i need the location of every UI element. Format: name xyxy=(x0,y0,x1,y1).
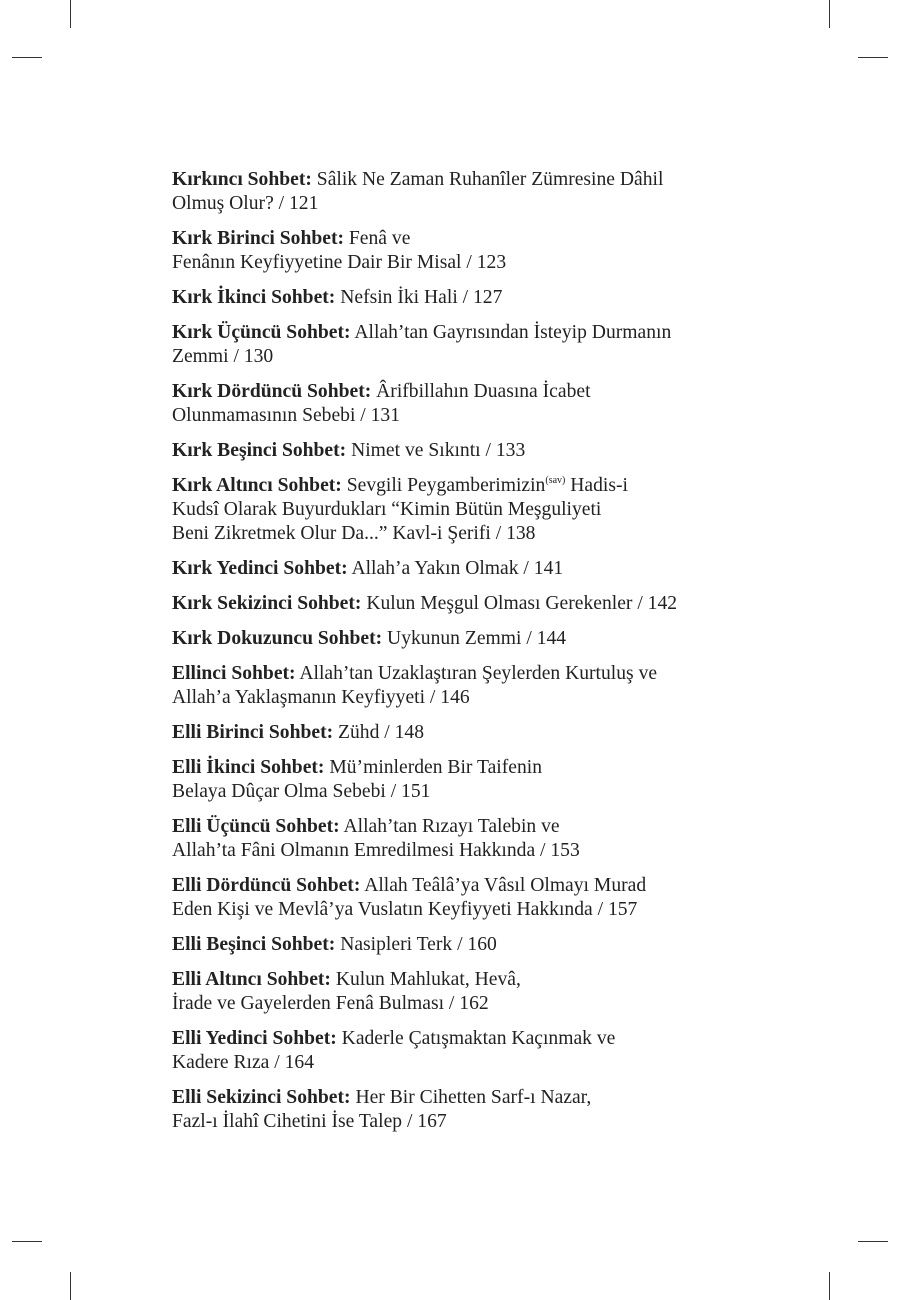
toc-entry-text: Sevgili Peygamberimizin xyxy=(341,475,546,496)
crop-mark xyxy=(70,1272,71,1300)
toc-entry-label: Kırk İkinci Sohbet: xyxy=(172,287,336,308)
toc-entry xyxy=(172,874,742,922)
toc-entry-label: Kırk Dördüncü Sohbet: xyxy=(172,381,372,402)
superscript-note: (sav) xyxy=(545,475,566,486)
toc-entry-text: Kulun Mahlukat, Hevâ, xyxy=(330,969,521,990)
toc-entry-label: Kırk Birinci Sohbet: xyxy=(172,228,345,249)
crop-mark xyxy=(829,0,830,28)
toc-entry xyxy=(172,721,742,745)
toc-entry-label: Elli Beşinci Sohbet: xyxy=(172,934,336,955)
crop-mark xyxy=(12,1241,42,1242)
toc-entry xyxy=(172,380,742,428)
crop-mark xyxy=(12,57,42,58)
crop-mark xyxy=(829,1272,830,1300)
toc-entry xyxy=(172,321,742,369)
toc-entry-line: Olunmamasının Sebebi / 131 xyxy=(172,405,401,426)
toc-entry xyxy=(172,592,742,616)
toc-entry-text: Nimet ve Sıkıntı / 133 xyxy=(346,440,526,461)
toc-entry xyxy=(172,662,742,710)
toc-entry-text: Nefsin İki Hali / 127 xyxy=(335,287,503,308)
toc-entry-label: Kırk Beşinci Sohbet: xyxy=(172,440,347,461)
toc-entry-label: Elli Altıncı Sohbet: xyxy=(172,969,331,990)
toc-entry-text: Uykunun Zemmi / 144 xyxy=(382,628,567,649)
toc-entry-line: Kudsî Olarak Buyurdukları “Kimin Bütün Meşguliyeti xyxy=(172,499,602,520)
toc-entry xyxy=(172,227,742,275)
toc-entry-label: Ellinci Sohbet: xyxy=(172,663,296,684)
toc-entry-line: Belaya Dûçar Olma Sebebi / 151 xyxy=(172,781,431,802)
toc-entry-text: Fenâ ve xyxy=(344,228,411,249)
toc-entry-text: Nasipleri Terk / 160 xyxy=(335,934,497,955)
toc-entry-text: Allah Teâlâ’ya Vâsıl Olmayı Murad xyxy=(360,875,647,896)
toc-entry-text: Allah’a Yakın Olmak / 141 xyxy=(347,558,564,579)
toc-entry-text: Allah’tan Uzaklaştıran Şeylerden Kurtuluş ve xyxy=(295,663,658,684)
toc-entry xyxy=(172,1027,742,1075)
crop-mark xyxy=(858,1241,888,1242)
toc-entry-label: Kırk Üçüncü Sohbet: xyxy=(172,322,351,343)
toc-entry-text: Allah’tan Gayrısından İsteyip Durmanın xyxy=(350,322,672,343)
toc-entry xyxy=(172,168,742,216)
toc-entry-line: Fenânın Keyfiyyetine Dair Bir Misal / 123 xyxy=(172,252,507,273)
toc-entry xyxy=(172,557,742,581)
toc-entry-text: Ârifbillahın Duasına İcabet xyxy=(371,381,591,402)
crop-mark xyxy=(70,0,71,28)
toc-entry-label: Elli Yedinci Sohbet: xyxy=(172,1028,337,1049)
toc-entry-line: Allah’ta Fâni Olmanın Emredilmesi Hakkında / 153 xyxy=(172,840,580,861)
toc-entry xyxy=(172,933,742,957)
toc-entry-label: Elli Birinci Sohbet: xyxy=(172,722,334,743)
toc-entry xyxy=(172,439,742,463)
table-of-contents xyxy=(172,168,742,1145)
toc-entry-line: İrade ve Gayelerden Fenâ Bulması / 162 xyxy=(172,993,489,1014)
toc-entry-text: Kaderle Çatışmaktan Kaçınmak ve xyxy=(336,1028,616,1049)
toc-entry-label: Kırk Sekizinci Sohbet: xyxy=(172,593,362,614)
toc-entry-line: Zemmi / 130 xyxy=(172,346,274,367)
toc-entry-text: Mü’minlerden Bir Taifenin xyxy=(324,757,542,778)
toc-entry-line: Beni Zikretmek Olur Da...” Kavl-i Şerifi / 138 xyxy=(172,523,536,544)
toc-entry xyxy=(172,1086,742,1134)
toc-entry-text: Kulun Meşgul Olması Gerekenler / 142 xyxy=(361,593,678,614)
toc-entry xyxy=(172,815,742,863)
toc-entry-label: Elli Sekizinci Sohbet: xyxy=(172,1087,351,1108)
toc-entry-text: Hadis-i xyxy=(565,475,628,496)
toc-entry-line: Olmuş Olur? / 121 xyxy=(172,193,319,214)
toc-entry-label: Elli İkinci Sohbet: xyxy=(172,757,325,778)
toc-entry-line: Allah’a Yaklaşmanın Keyfiyyeti / 146 xyxy=(172,687,470,708)
toc-entry-label: Kırkıncı Sohbet: xyxy=(172,169,312,190)
toc-entry-label: Kırk Yedinci Sohbet: xyxy=(172,558,348,579)
toc-entry-label: Kırk Dokuzuncu Sohbet: xyxy=(172,628,383,649)
toc-entry-label: Elli Üçüncü Sohbet: xyxy=(172,816,340,837)
toc-entry-text: Zühd / 148 xyxy=(333,722,425,743)
crop-mark xyxy=(858,57,888,58)
toc-entry-label: Kırk Altıncı Sohbet: xyxy=(172,475,342,496)
toc-entry-text: Her Bir Cihetten Sarf-ı Nazar, xyxy=(350,1087,592,1108)
toc-entry xyxy=(172,474,742,546)
toc-entry-text: Sâlik Ne Zaman Ruhanîler Zümresine Dâhil xyxy=(311,169,664,190)
toc-entry xyxy=(172,756,742,804)
toc-entry-line: Fazl-ı İlahî Cihetini İse Talep / 167 xyxy=(172,1111,447,1132)
toc-entry-label: Elli Dördüncü Sohbet: xyxy=(172,875,361,896)
toc-entry xyxy=(172,627,742,651)
toc-entry-line: Kadere Rıza / 164 xyxy=(172,1052,314,1073)
toc-entry-line: Eden Kişi ve Mevlâ’ya Vuslatın Keyfiyyeti Hakkında / 157 xyxy=(172,899,638,920)
toc-entry-text: Allah’tan Rızayı Talebin ve xyxy=(339,816,560,837)
toc-entry xyxy=(172,968,742,1016)
toc-entry xyxy=(172,286,742,310)
